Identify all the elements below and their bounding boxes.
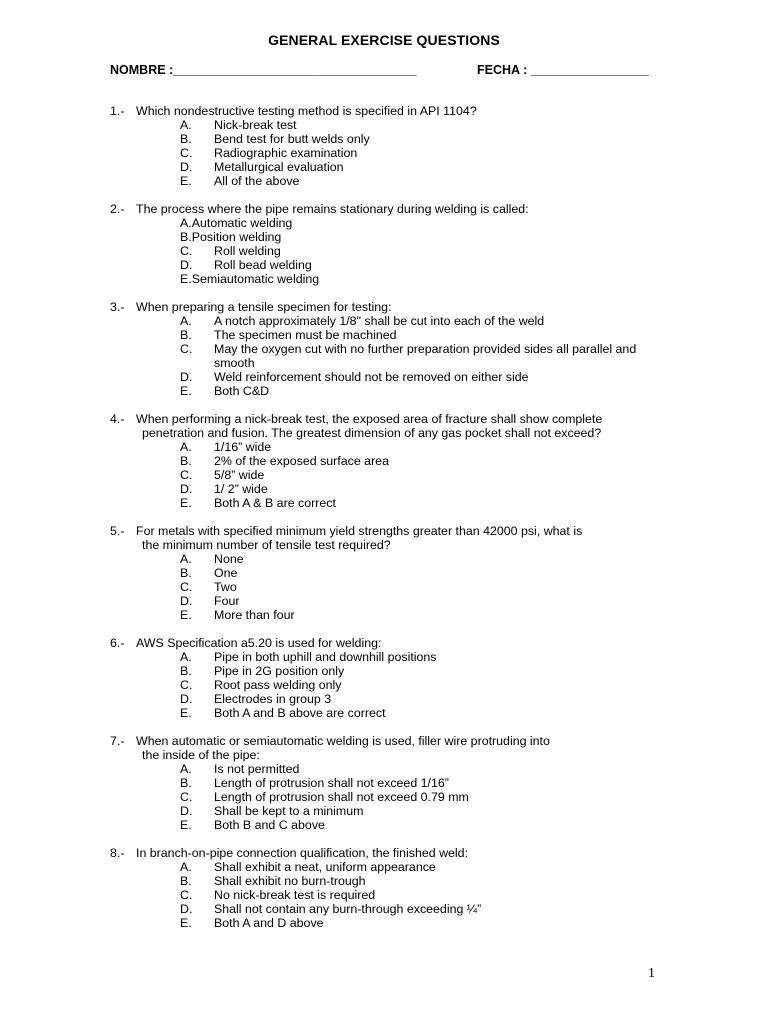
answer-option <box>180 678 670 692</box>
nombre-blank-line: ___________________________________ <box>173 63 417 77</box>
question-text-continuation: the inside of the pipe: <box>142 748 260 762</box>
answer-options <box>180 118 670 188</box>
option-text: Weld reinforcement should not be removed on either side <box>214 370 529 384</box>
option-text: 5/8” wide <box>214 468 265 482</box>
option-text: Position welding <box>191 230 282 244</box>
option-text: More than four <box>214 608 295 622</box>
question-7 <box>110 734 670 832</box>
option-letter: E. <box>180 818 192 832</box>
question-number: 2.- <box>110 202 125 216</box>
option-letter: B. <box>180 664 192 678</box>
option-letter: E. <box>180 174 192 188</box>
answer-option <box>180 650 670 664</box>
answer-options <box>180 314 670 398</box>
answer-option <box>180 706 670 720</box>
option-letter: B. <box>180 776 192 790</box>
answer-option <box>180 174 670 188</box>
option-letter: D. <box>180 160 193 174</box>
answer-options <box>180 762 670 832</box>
option-letter: D. <box>180 804 193 818</box>
option-letter: A. <box>180 762 192 776</box>
option-text: Four <box>214 594 240 608</box>
option-letter: C. <box>180 146 193 160</box>
option-letter: C. <box>180 244 193 258</box>
answer-options <box>180 440 670 510</box>
answer-option <box>180 776 670 790</box>
option-text: Length of protrusion shall not exceed 1/16” <box>214 776 449 790</box>
question-number: 7.- <box>110 734 125 748</box>
question-text: Which nondestructive testing method is specified in API 1104? <box>136 104 477 118</box>
question-text: In branch-on-pipe connection qualification, the finished weld: <box>136 846 469 860</box>
option-text: Two <box>214 580 237 594</box>
option-letter: C. <box>180 678 193 692</box>
question-5 <box>110 524 670 622</box>
question-text: When automatic or semiautomatic welding is used, filler wire protruding into <box>136 734 550 748</box>
option-text: Both C&D <box>214 384 270 398</box>
answer-option <box>180 216 670 230</box>
question-number: 3.- <box>110 300 125 314</box>
answer-option <box>180 692 670 706</box>
option-text: One <box>214 566 238 580</box>
question-number: 4.- <box>110 412 125 426</box>
option-text: Radiographic examination <box>214 146 358 160</box>
answer-options <box>180 650 670 720</box>
option-text: 1/ 2” wide <box>214 482 268 496</box>
option-letter: B. <box>180 874 192 888</box>
option-letter: B. <box>180 454 192 468</box>
option-letter: D. <box>180 594 193 608</box>
option-text: May the oxygen cut with no further preparation provided sides all parallel and smooth <box>214 342 637 370</box>
option-text: Shall not contain any burn-through exceeding ¼” <box>214 902 482 916</box>
option-letter: D. <box>180 902 193 916</box>
option-text: The specimen must be machined <box>214 328 397 342</box>
question-stem <box>110 734 670 748</box>
question-stem <box>110 202 670 216</box>
option-text: Shall be kept to a minimum <box>214 804 364 818</box>
option-letter: A. <box>180 860 192 874</box>
question-number: 1.- <box>110 104 125 118</box>
answer-option <box>180 440 670 454</box>
option-letter: A. <box>180 216 192 230</box>
option-letter: E. <box>180 384 192 398</box>
answer-option <box>180 384 670 398</box>
answer-options <box>180 860 670 930</box>
question-1 <box>110 104 670 188</box>
option-text: 2% of the exposed surface area <box>214 454 389 468</box>
option-text: Semiautomatic welding <box>191 272 320 286</box>
question-text: When performing a nick-break test, the exposed area of fracture shall show complete <box>136 412 603 426</box>
question-text: For metals with specified minimum yield strengths greater than 42000 psi, what is <box>136 524 583 538</box>
option-text: Both A and D above <box>214 916 324 930</box>
answer-option <box>180 146 670 160</box>
option-letter: E. <box>180 272 192 286</box>
option-letter: C. <box>180 468 193 482</box>
option-letter: B. <box>180 566 192 580</box>
answer-option <box>180 258 670 272</box>
fecha-blank-line: _________________ <box>527 63 649 77</box>
answer-option <box>180 552 670 566</box>
answer-option <box>180 230 670 244</box>
answer-options <box>180 216 670 286</box>
question-stem <box>110 104 670 118</box>
nombre-label: NOMBRE : <box>110 63 174 77</box>
fecha-field <box>477 63 649 77</box>
answer-option <box>180 888 670 902</box>
option-text: Both B and C above <box>214 818 325 832</box>
option-letter: D. <box>180 692 193 706</box>
option-text: Nick-break test <box>214 118 297 132</box>
question-stem <box>110 524 670 538</box>
option-text: Roll welding <box>214 244 281 258</box>
answer-option <box>180 244 670 258</box>
question-text-continuation: the minimum number of tensile test required? <box>142 538 391 552</box>
answer-option <box>180 762 670 776</box>
option-text: A notch approximately 1/8" shall be cut into each of the weld <box>214 314 545 328</box>
option-letter: A. <box>180 650 192 664</box>
question-4 <box>110 412 670 510</box>
answer-option <box>180 916 670 930</box>
answer-option <box>180 608 670 622</box>
nombre-field <box>110 63 417 77</box>
option-text: Pipe in both uphill and downhill positions <box>214 650 437 664</box>
answer-option <box>180 790 670 804</box>
answer-option <box>180 566 670 580</box>
option-text: Length of protrusion shall not exceed 0.79 mm <box>214 790 469 804</box>
option-letter: E. <box>180 706 192 720</box>
answer-option <box>180 314 670 328</box>
answer-option <box>180 664 670 678</box>
answer-option <box>180 370 670 384</box>
fecha-label: FECHA : <box>477 63 528 77</box>
answer-option <box>180 454 670 468</box>
page-title: GENERAL EXERCISE QUESTIONS <box>268 32 500 48</box>
option-letter: B. <box>180 230 192 244</box>
page-number: 1 <box>648 966 655 981</box>
question-text-continuation: penetration and fusion. The greatest dimension of any gas pocket shall not exceed? <box>142 426 602 440</box>
question-stem <box>110 636 670 650</box>
answer-option <box>180 132 670 146</box>
option-text: Shall exhibit a neat, uniform appearance <box>214 860 436 874</box>
option-text: None <box>214 552 244 566</box>
option-text: Is not permitted <box>214 762 300 776</box>
question-6 <box>110 636 670 720</box>
option-letter: C. <box>180 580 193 594</box>
option-letter: B. <box>180 328 192 342</box>
option-text: Automatic welding <box>191 216 293 230</box>
option-text: Electrodes in group 3 <box>214 692 332 706</box>
answer-option <box>180 594 670 608</box>
option-text: All of the above <box>214 174 300 188</box>
option-letter: A. <box>180 440 192 454</box>
question-stem <box>110 412 670 426</box>
question-list <box>110 104 670 944</box>
answer-option <box>180 580 670 594</box>
option-letter: B. <box>180 132 192 146</box>
question-text: AWS Specification a5.20 is used for welding: <box>136 636 382 650</box>
answer-option <box>180 804 670 818</box>
answer-option <box>180 818 670 832</box>
option-letter: D. <box>180 258 193 272</box>
option-text: Both A & B are correct <box>214 496 336 510</box>
option-text: Shall exhibit no burn-trough <box>214 874 366 888</box>
answer-option <box>180 496 670 510</box>
option-text: Bend test for butt welds only <box>214 132 370 146</box>
option-letter: D. <box>180 482 193 496</box>
question-number: 5.- <box>110 524 125 538</box>
question-2 <box>110 202 670 286</box>
option-letter: C. <box>180 790 193 804</box>
option-text: No nick-break test is required <box>214 888 376 902</box>
answer-option <box>180 482 670 496</box>
answer-option <box>180 118 670 132</box>
question-3 <box>110 300 670 398</box>
question-number: 6.- <box>110 636 125 650</box>
option-text: Both A and B above are correct <box>214 706 386 720</box>
question-8 <box>110 846 670 930</box>
answer-option <box>180 328 670 342</box>
option-text: Root pass welding only <box>214 678 342 692</box>
option-text: 1/16” wide <box>214 440 272 454</box>
option-letter: E. <box>180 496 192 510</box>
option-letter: C. <box>180 342 193 356</box>
question-stem <box>110 846 670 860</box>
answer-option <box>180 342 670 370</box>
option-text: Roll bead welding <box>214 258 312 272</box>
question-number: 8.- <box>110 846 125 860</box>
option-letter: E. <box>180 916 192 930</box>
answer-option <box>180 902 670 916</box>
answer-option <box>180 874 670 888</box>
option-text: Metallurgical evaluation <box>214 160 344 174</box>
question-text: The process where the pipe remains stationary during welding is called: <box>136 202 529 216</box>
answer-options <box>180 552 670 622</box>
option-letter: A. <box>180 552 192 566</box>
question-text: When preparing a tensile specimen for testing: <box>136 300 392 314</box>
question-stem <box>110 300 670 314</box>
option-letter: D. <box>180 370 193 384</box>
answer-option <box>180 468 670 482</box>
option-text: Pipe in 2G position only <box>214 664 345 678</box>
option-letter: C. <box>180 888 193 902</box>
option-letter: E. <box>180 608 192 622</box>
answer-option <box>180 272 670 286</box>
answer-option <box>180 160 670 174</box>
option-letter: A. <box>180 118 192 132</box>
option-letter: A. <box>180 314 192 328</box>
answer-option <box>180 860 670 874</box>
